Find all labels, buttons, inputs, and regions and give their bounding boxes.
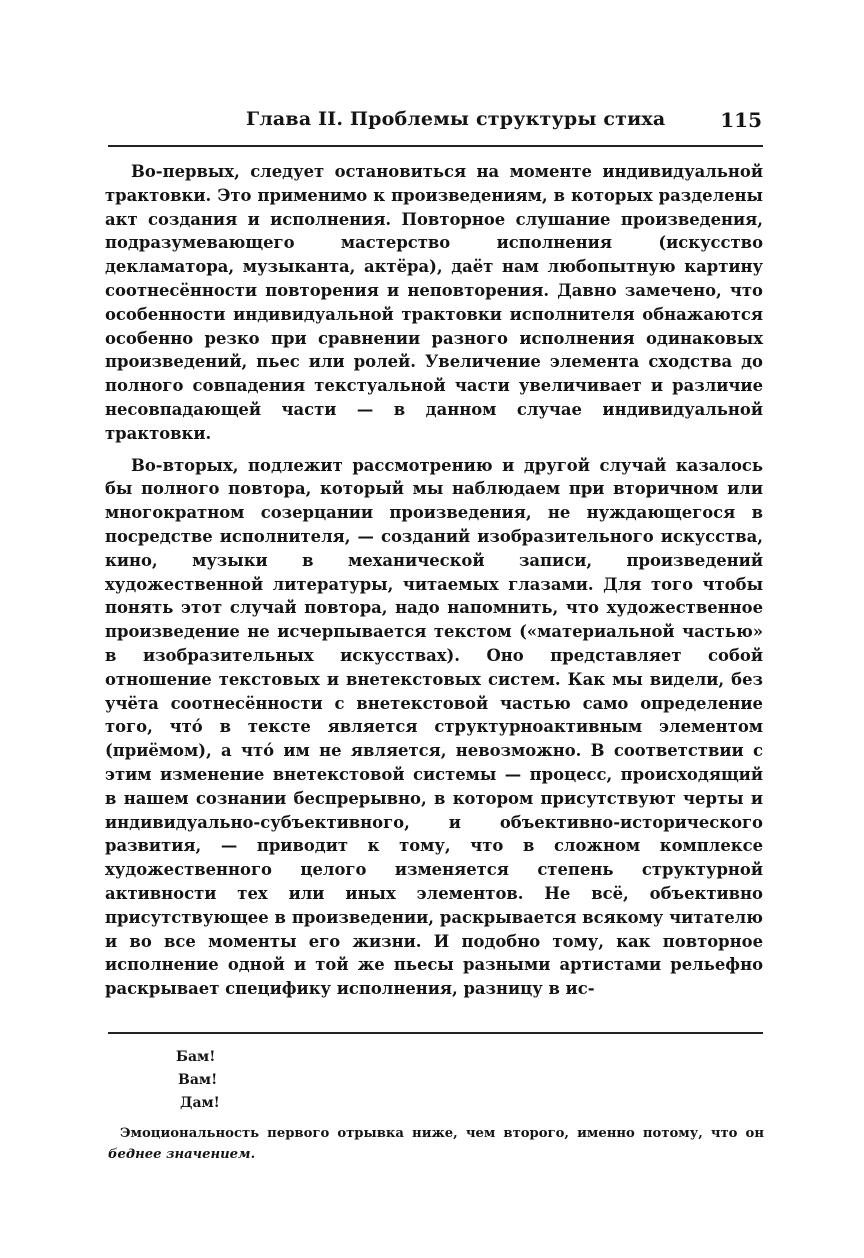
footnote [108,1046,764,1165]
footnote-note-italic: беднее значением. [108,1147,256,1162]
footnote-rule [108,1032,763,1034]
footnote-verse-line: Бам! [176,1049,216,1065]
page-number: 115 [720,108,762,132]
running-header [108,106,764,136]
header-rule [108,145,763,147]
footnote-note [108,1123,764,1165]
main-text [105,160,763,1009]
paragraph-first-point: Во-первых, следует остановиться на моменте индивидуальной трактовки. Это применимо к произведениям, в которых разделены акт создания и исполнения. Повторное слушание произведения, подразумевающего мастерство исполнения (искусство декламатора, музыканта, актёра), даёт нам любопытную картину соотнесённости повторения и неповторения. Давно замечено, что особенности индивидуальной трактовки исполнителя обнажаются особенно резко при сравнении разного исполнения одинаковых произведений, пьес или ролей. Увеличение элемента сходства до полного совпадения текстуальной части увеличивает и различие несовпадающей части — в данном случае индивидуальной трактовки. [105,162,763,443]
chapter-title: Глава II. Проблемы структуры стиха [246,108,666,130]
footnote-verse-line: Дам! [180,1095,220,1111]
footnote-note-text: Эмоциональность первого отрывка ниже, чем второго, именно потому, что он [120,1126,764,1141]
footnote-verse-line: Вам! [178,1072,218,1088]
footnote-verse [176,1046,764,1115]
paragraph-second-point: Во-вторых, подлежит рассмотрению и другой случай казалось бы полного повтора, который мы наблюдаем при вторичном или многократном созерцании произведения, не нуждающегося в посредстве исполнителя, — созданий изобразительного искусства, кино, музыки в механической записи, произведений художественной литературы, читаемых глазами. Для того чтобы понять этот случай повтора, надо напомнить, что художественное произведение не исчерпывается текстом («материальной частью» в изобразительных искусствах). Оно представляет собой отношение текстовых и внетекстовых систем. Как мы видели, без учёта соотнесённости с внетекстовой частью само определение того, что́ в тексте является структурноактивным элементом (приёмом), а что́ им не является, невозможно. В соответствии с этим изменение внетекстовой системы — процесс, происходящий в нашем сознании беспрерывно, в котором присутствуют черты и индивидуально-субъективного, и объективно-исторического развития, — приводит к тому, что в сложном комплексе художественного целого изменяется степень структурной активности тех или иных элементов. Не всё, объективно присутствующее в произведении, раскрывается всякому читателю и во все моменты его жизни. И подобно тому, как повторное исполнение одной и той же пьесы разными артистами рельефно раскрывает специфику исполнения, разницу в ис- [105,455,763,999]
